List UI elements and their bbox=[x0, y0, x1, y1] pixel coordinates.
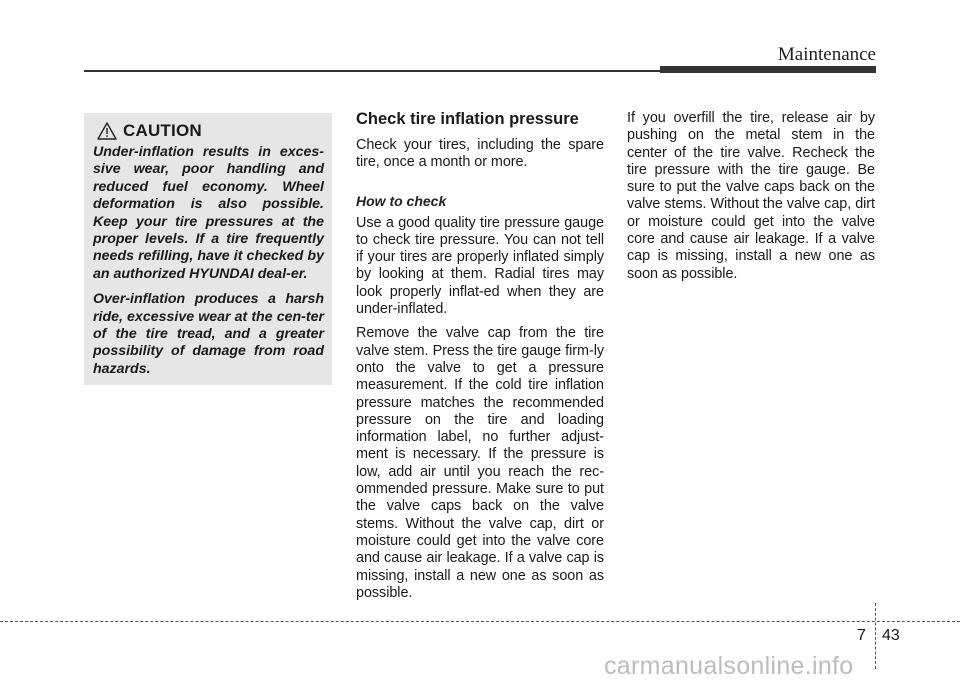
caution-box bbox=[84, 113, 332, 385]
body-paragraph: If you overfill the tire, release air by pushing on the metal stem in the center of the tire valve. Recheck the tire pressure with the tire gauge. Be sure to put the valve caps back on the valve stems. Without the valve cap, dirt or moisture could get into the valve core and cause air leakage. If a valve cap is missing, install a new one as soon as possible. bbox=[627, 110, 875, 282]
intro-paragraph: Check your tires, including the spare tire, once a month or more. bbox=[356, 137, 604, 171]
subheading: How to check bbox=[356, 192, 447, 209]
caution-title: CAUTION bbox=[123, 121, 202, 140]
body-paragraph: Use a good quality tire pressure gauge to check tire pressure. You can not tell if your tires are properly inflated simply by looking at them. Radial tires may look properly inflat-ed when they are under-inflated. bbox=[356, 214, 604, 318]
body-paragraph: Remove the valve cap from the tire valve stem. Press the tire gauge firm-ly onto the valve to get a pressure measurement. If the cold tire inflation pressure matches the recommended pressure on the tire and loading information label, no further adjust-ment is necessary. If the pressure is low, add air until you reach the rec-ommended pressure. Make sure to put the valve caps back on the valve stems. Without the valve cap, dirt or moisture could get into the valve core and cause air leakage. If a valve cap is missing, install a new one as soon as possible. bbox=[356, 325, 604, 601]
warning-triangle-icon bbox=[97, 122, 117, 140]
caution-header bbox=[97, 121, 324, 141]
caution-paragraph: Under-inflation results in exces-sive wear, poor handling and reduced fuel economy. Wheel deformation is also possible. Keep your tire pressures at the proper levels. If a tire frequently needs refilling, have it checked by an authorized HYUNDAI deal-er. bbox=[93, 144, 324, 282]
footer-dashed-rule bbox=[0, 621, 960, 622]
main-column bbox=[356, 110, 604, 609]
section-title: Maintenance bbox=[777, 44, 876, 65]
header-rule-accent bbox=[660, 66, 876, 73]
header-rule bbox=[84, 70, 660, 72]
chapter-number: 7 bbox=[857, 627, 866, 644]
watermark: carmanualsonline.info bbox=[604, 652, 854, 680]
section-heading: Check tire inflation pressure bbox=[356, 110, 579, 128]
caution-paragraph: Over-inflation produces a harsh ride, excessive wear at the cen-ter of the tire tread, and a greater possibility of damage from road hazards. bbox=[93, 291, 324, 377]
page-number: 43 bbox=[882, 627, 900, 644]
right-column bbox=[627, 110, 875, 290]
footer-dashed-divider bbox=[875, 603, 876, 669]
